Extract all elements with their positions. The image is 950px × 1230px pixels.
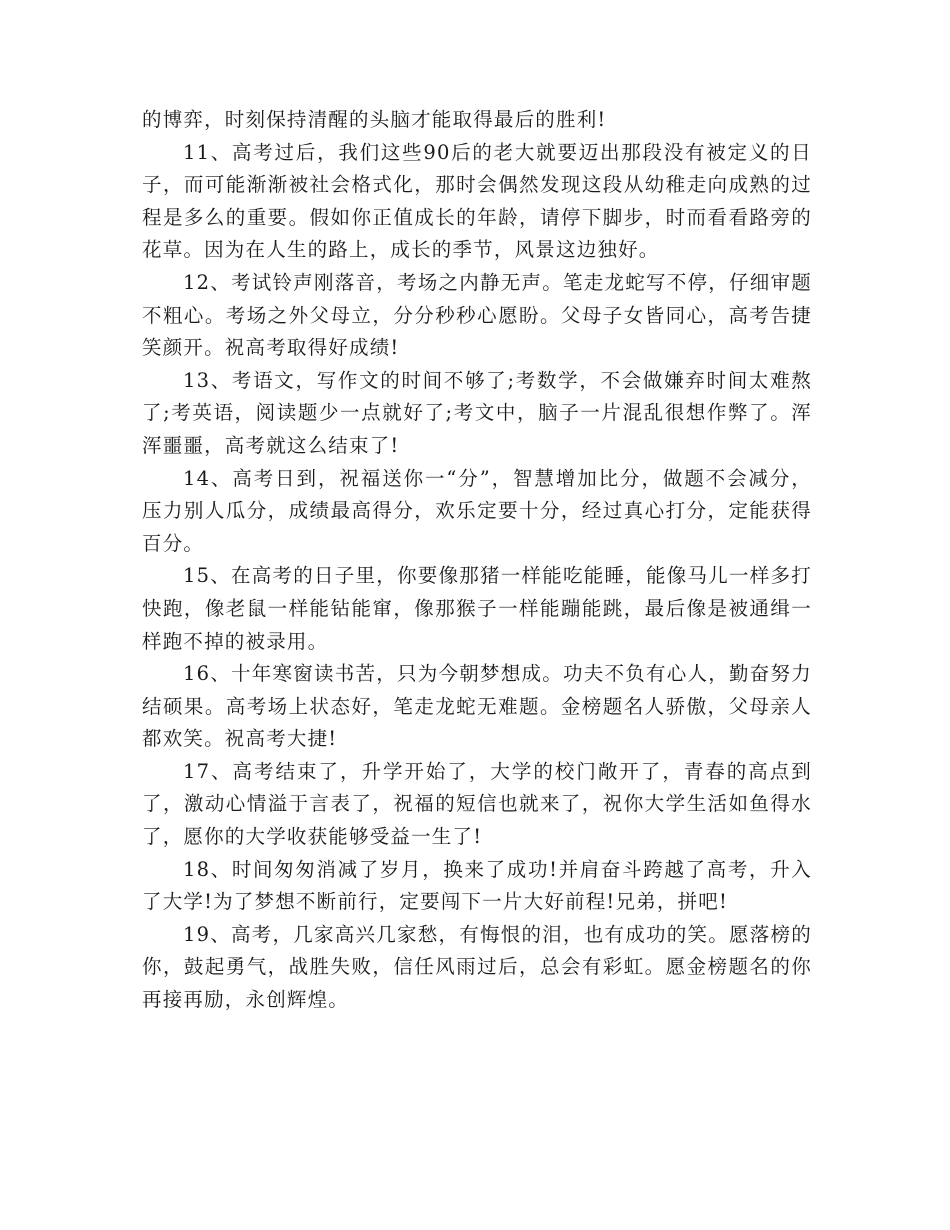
paragraph-item-16: 16、十年寒窗读书苦，只为今朝梦想成。功夫不负有心人，勤奋努力结硕果。高考场上状态好，笔走龙蛇无难题。金榜题名人骄傲，父母亲人都欢笑。祝高考大捷!: [142, 662, 812, 751]
paragraph-item-12: 12、考试铃声刚落音，考场之内静无声。笔走龙蛇写不停，仔细审题不粗心。考场之外父母立，分分秒秒心愿盼。父母子女皆同心，高考告捷笑颜开。祝高考取得好成绩!: [142, 270, 812, 360]
paragraph-item-11: 11、高考过后，我们这些90后的老大就要迈出那段没有被定义的日子，而可能渐渐被社会格式化，那时会偶然发现这段从幼稚走向成熟的过程是多么的重要。假如你正值成长的年龄，请停下脚步，时而看看路旁的花草。因为在人生的路上，成长的季节，风景这边独好。: [142, 140, 812, 262]
document-page: [142, 104, 812, 1017]
paragraph-item-14: 14、高考日到，祝福送你一“分”，智慧增加比分，做题不会减分，压力别人瓜分，成绩最高得分，欢乐定要十分，经过真心打分，定能获得百分。: [142, 466, 812, 555]
paragraph-item-13: 13、考语文，写作文的时间不够了;考数学，不会做嫌弃时间太难熬了;考英语，阅读题少一点就好了;考文中，脑子一片混乱很想作弊了。浑浑噩噩，高考就这么结束了!: [142, 368, 812, 457]
paragraph-continuation: 的博弈，时刻保持清醒的头脑才能取得最后的胜利!: [142, 108, 607, 131]
paragraph-item-17: 17、高考结束了，升学开始了，大学的校门敞开了，青春的高点到了，激动心情溢于言表了，祝福的短信也就来了，祝你大学生活如鱼得水了，愿你的大学收获能够受益一生了!: [142, 759, 812, 849]
paragraph-item-18: 18、时间匆匆消减了岁月，换来了成功!并肩奋斗跨越了高考，升入了大学!为了梦想不断前行，定要闯下一片大好前程!兄弟，拼吧!: [142, 857, 812, 914]
paragraph-item-15: 15、在高考的日子里，你要像那猪一样能吃能睡，能像马儿一样多打快跑，像老鼠一样能钻能窜，像那猴子一样能蹦能跳，最后像是被通缉一样跑不掉的被录用。: [142, 564, 812, 653]
paragraph-item-19: 19、高考，几家高兴几家愁，有悔恨的泪，也有成功的笑。愿落榜的你，鼓起勇气，战胜失败，信任风雨过后，总会有彩虹。愿金榜题名的你再接再励，永创辉煌。: [142, 922, 812, 1012]
